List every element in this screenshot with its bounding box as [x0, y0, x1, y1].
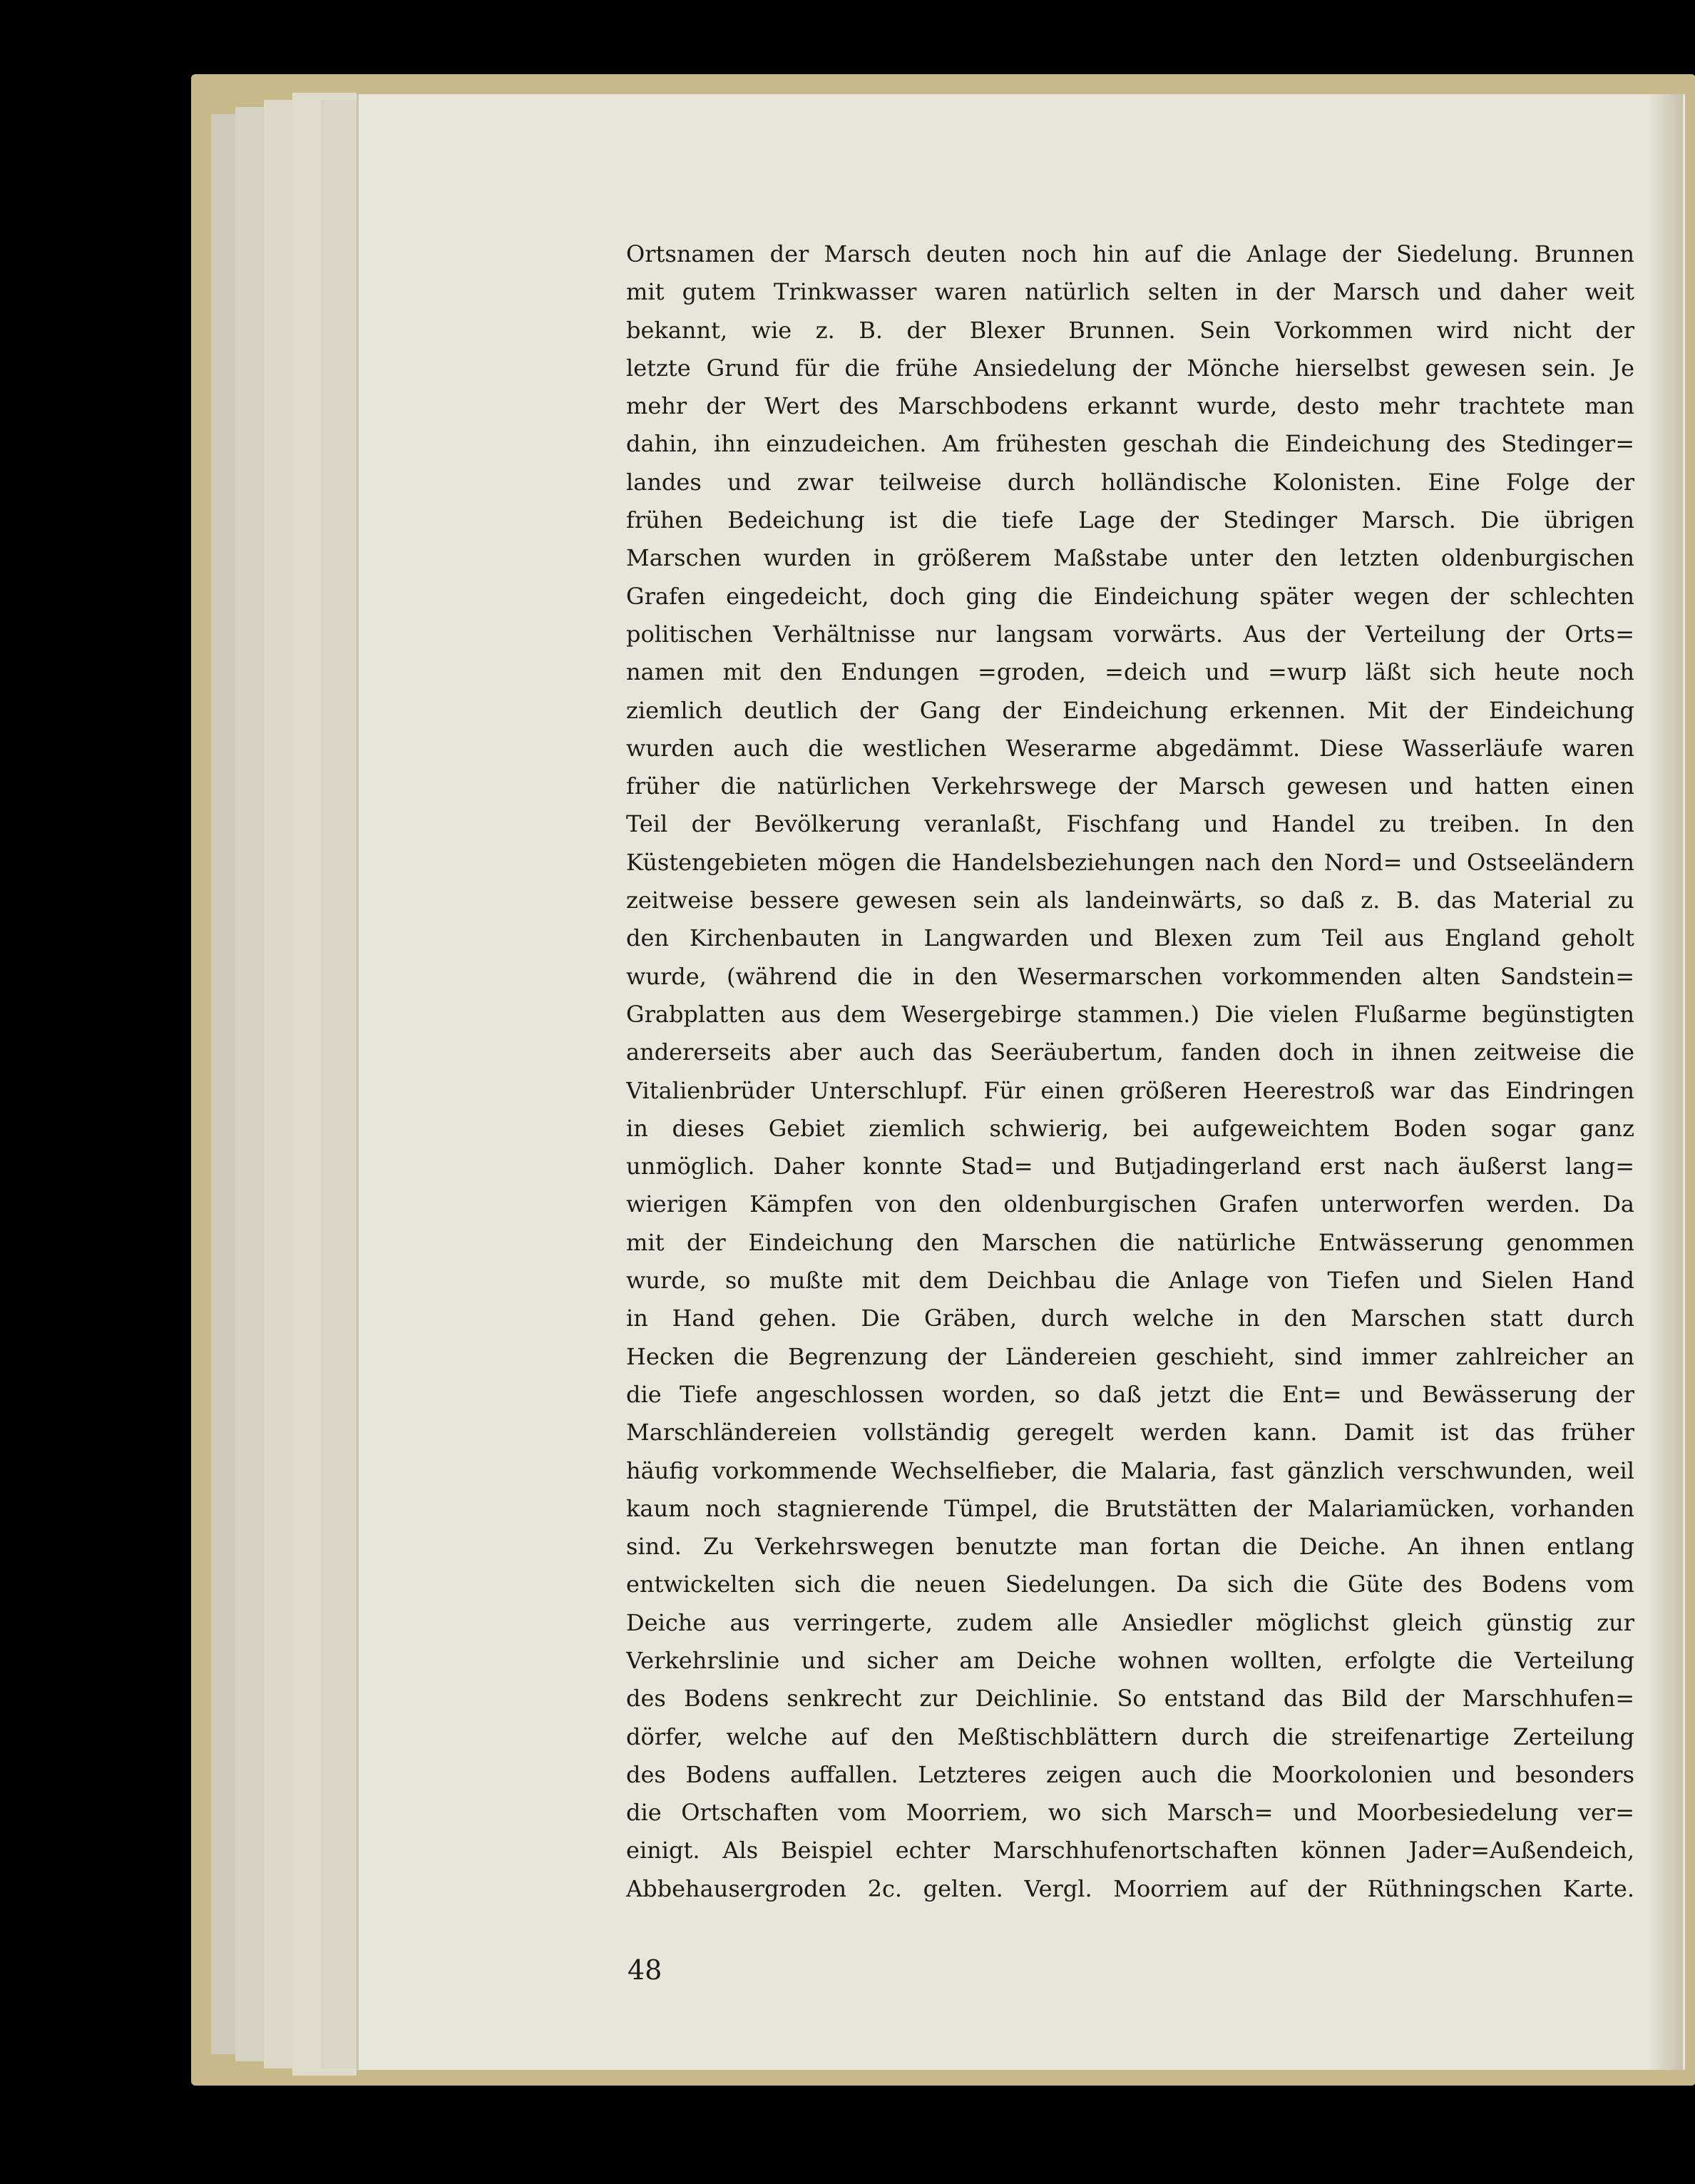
- text-line: wierigen Kämpfen von den oldenburgischen Grafen unterworfen werden. Da: [626, 1190, 1634, 1218]
- text-line: Abbehausergroden 2c. gelten. Vergl. Moorriem auf der Rüthningschen Karte.: [626, 1874, 1634, 1902]
- text-line: sind. Zu Verkehrswegen benutzte man fortan die Deiche. An ihnen entlang: [626, 1533, 1634, 1561]
- text-line: in dieses Gebiet ziemlich schwierig, bei aufgeweichtem Boden sogar ganz: [626, 1114, 1634, 1142]
- text-line: kaum noch stagnierende Tümpel, die Brutstätten der Malariamücken, vorhanden: [626, 1494, 1634, 1522]
- text-line: des Bodens auffallen. Letzteres zeigen auch die Moorkolonien und besonders: [626, 1760, 1634, 1788]
- text-line: andererseits aber auch das Seeräubertum, fanden doch in ihnen zeitweise die: [626, 1039, 1634, 1066]
- text-line: wurden auch die westlichen Weserarme abgedämmt. Diese Wasserläufe waren: [626, 734, 1634, 762]
- text-line: des Bodens senkrecht zur Deichlinie. So entstand das Bild der Marschhufen=: [626, 1685, 1634, 1713]
- page-gutter-shadow: [1647, 94, 1683, 2070]
- text-line: Marschen wurden in größerem Maßstabe unter den letzten oldenburgischen: [626, 544, 1634, 572]
- text-line: mit gutem Trinkwasser waren natürlich selten in der Marsch und daher weit: [626, 278, 1634, 306]
- text-line: unmöglich. Daher konnte Stad= und Butjadingerland erst nach äußerst lang=: [626, 1153, 1634, 1180]
- text-line: wurde, (während die in den Wesermarschen vorkommenden alten Sandstein=: [626, 962, 1634, 990]
- body-text: [626, 235, 1634, 1908]
- text-line: früher die natürlichen Verkehrswege der Marsch gewesen und hatten einen: [626, 772, 1634, 800]
- text-line: politischen Verhältnisse nur langsam vorwärts. Aus der Verteilung der Orts=: [626, 620, 1634, 648]
- text-line: Grafen eingedeicht, doch ging die Eindeichung später wegen der schlechten: [626, 582, 1634, 610]
- text-line: den Kirchenbauten in Langwarden und Blexen zum Teil aus England geholt: [626, 924, 1634, 952]
- text-line: Vitalienbrüder Unterschlupf. Für einen größeren Heerestroß war das Eindringen: [626, 1076, 1634, 1104]
- text-line: letzte Grund für die frühe Ansiedelung der Mönche hierselbst gewesen sein. Je: [626, 354, 1634, 382]
- text-line: frühen Bedeichung ist die tiefe Lage der Stedinger Marsch. Die übrigen: [626, 506, 1634, 534]
- text-line: Hecken die Begrenzung der Ländereien geschieht, sind immer zahlreicher an: [626, 1342, 1634, 1370]
- text-line: wurde, so mußte mit dem Deichbau die Anlage von Tiefen und Sielen Hand: [626, 1267, 1634, 1295]
- text-line: dörfer, welche auf den Meßtischblättern durch die streifenartige Zerteilung: [626, 1723, 1634, 1750]
- text-line: Küstengebieten mögen die Handelsbeziehungen nach den Nord= und Ostseeländern: [626, 848, 1634, 876]
- text-line: bekannt, wie z. B. der Blexer Brunnen. Sein Vorkommen wird nicht der: [626, 316, 1634, 344]
- text-line: mehr der Wert des Marschbodens erkannt wurde, desto mehr trachtete man: [626, 392, 1634, 420]
- text-line: namen mit den Endungen =groden, =deich und =wurp läßt sich heute noch: [626, 658, 1634, 686]
- text-line: landes und zwar teilweise durch holländische Kolonisten. Eine Folge der: [626, 468, 1634, 496]
- text-line: einigt. Als Beispiel echter Marschhufenortschaften können Jader=Außendeich,: [626, 1837, 1634, 1864]
- text-line: die Tiefe angeschlossen worden, so daß jetzt die Ent= und Bewässerung der: [626, 1380, 1634, 1408]
- text-line: in Hand gehen. Die Gräben, durch welche in den Marschen statt durch: [626, 1305, 1634, 1332]
- text-line: entwickelten sich die neuen Siedelungen. Da sich die Güte des Bodens vom: [626, 1571, 1634, 1598]
- text-line: Ortsnamen der Marsch deuten noch hin auf die Anlage der Siedelung. Brunnen: [626, 240, 1634, 267]
- text-line: Verkehrslinie und sicher am Deiche wohnen wollten, erfolgte die Verteilung: [626, 1646, 1634, 1674]
- text-line: häufig vorkommende Wechselfieber, die Malaria, fast gänzlich verschwunden, weil: [626, 1456, 1634, 1484]
- text-line: ziemlich deutlich der Gang der Eindeichung erkennen. Mit der Eindeichung: [626, 696, 1634, 724]
- text-line: Teil der Bevölkerung veranlaßt, Fischfang und Handel zu treiben. In den: [626, 810, 1634, 838]
- page-number: 48: [628, 1954, 662, 1986]
- text-line: Grabplatten aus dem Wesergebirge stammen.) Die vielen Flußarme begünstigten: [626, 1000, 1634, 1028]
- text-line: zeitweise bessere gewesen sein als landeinwärts, so daß z. B. das Material zu: [626, 887, 1634, 914]
- text-line: mit der Eindeichung den Marschen die natürliche Entwässerung genommen: [626, 1228, 1634, 1256]
- text-line: Marschländereien vollständig geregelt werden kann. Damit ist das früher: [626, 1419, 1634, 1446]
- text-line: Deiche aus verringerte, zudem alle Ansiedler möglichst gleich günstig zur: [626, 1608, 1634, 1636]
- text-line: dahin, ihn einzudeichen. Am frühesten geschah die Eindeichung des Stedinger=: [626, 430, 1634, 458]
- text-line: die Ortschaften vom Moorriem, wo sich Marsch= und Moorbesiedelung ver=: [626, 1799, 1634, 1827]
